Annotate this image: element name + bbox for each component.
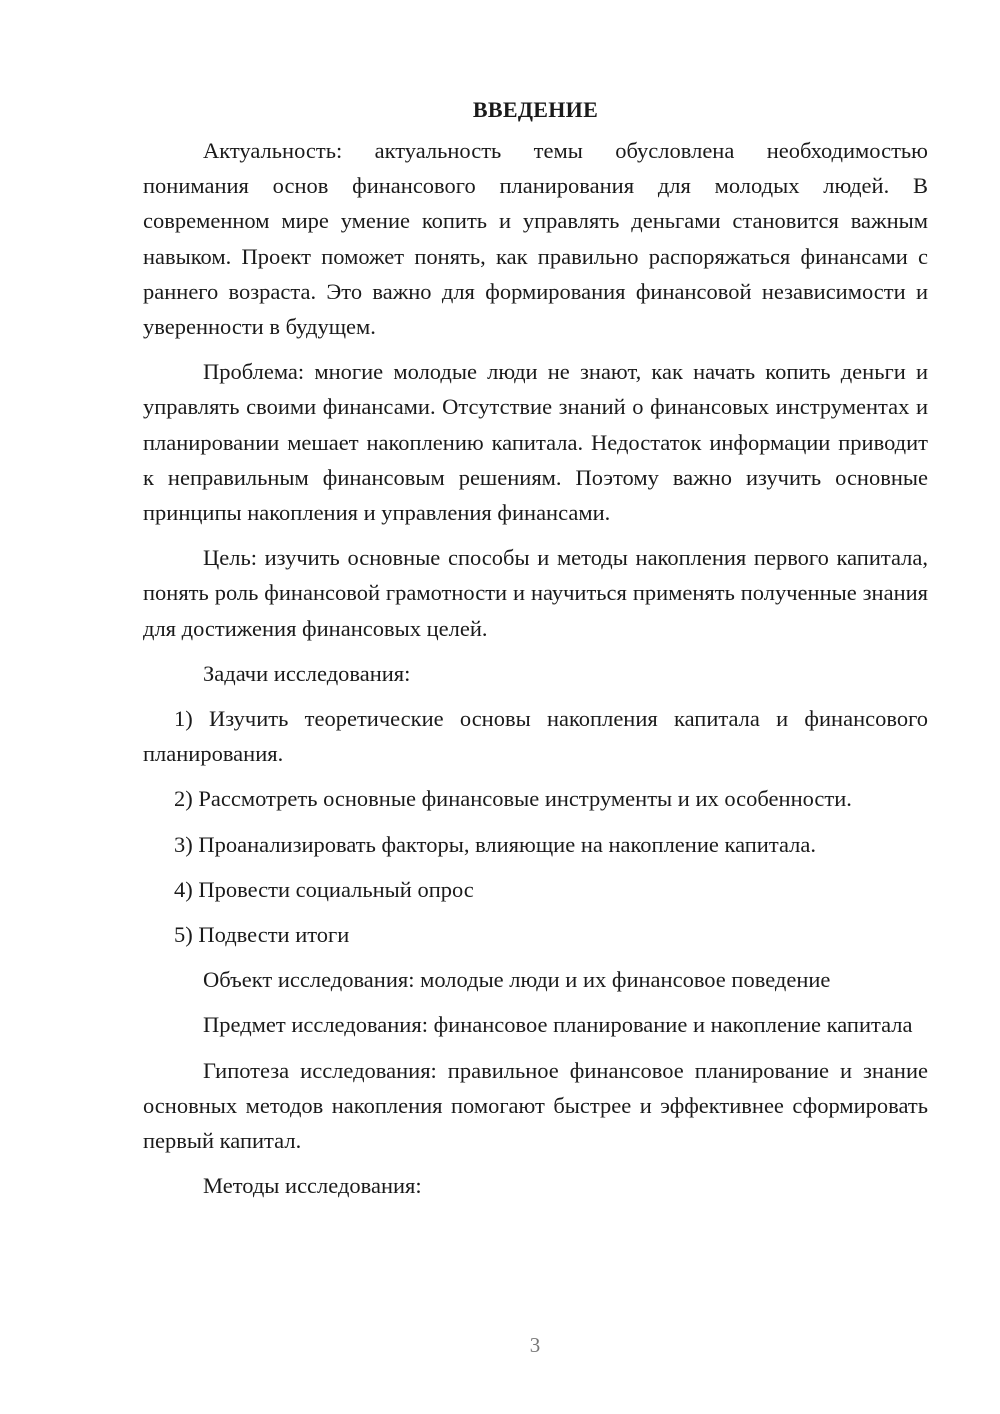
- document-body: [143, 92, 928, 1213]
- task-item-3: 3) Проанализировать факторы, влияющие на накопление капитала.: [174, 831, 816, 857]
- tasks-heading: Задачи исследования:: [203, 660, 411, 686]
- task-item-1: 1) Изучить теоретические основы накопления капитала и финансового планирования.: [143, 706, 928, 767]
- relevance-paragraph: Актуальность: актуальность темы обусловлена необходимостью понимания основ финансового планирования для молодых людей. В современном мире умение копить и управлять деньгами становится важным навыком. Проект поможет понять, как правильно распоряжаться финансами с раннего возраста. Это важно для формирования финансовой независимости и уверенности в будущем.: [143, 138, 928, 340]
- section-title: ВВЕДЕНИЕ: [472, 97, 599, 122]
- research-hypothesis: Гипотеза исследования: правильное финансовое планирование и знание основных методов накопления помогают быстрее и эффективнее сформировать первый капитал.: [143, 1057, 928, 1154]
- research-object: Объект исследования: молодые люди и их финансовое поведение: [203, 967, 831, 993]
- problem-paragraph: Проблема: многие молодые люди не знают, как начать копить деньги и управлять своими финансами. Отсутствие знаний о финансовых инструментах и планировании мешает накоплению капитала. Недостаток информации приводит к неправильным финансовым решениям. Поэтому важно изучить основные принципы накопления и управления финансами.: [143, 359, 928, 526]
- methods-heading: Методы исследования:: [203, 1173, 422, 1199]
- task-item-4: 4) Провести социальный опрос: [174, 876, 474, 902]
- page-number: 3: [529, 1333, 541, 1357]
- research-subject: Предмет исследования: финансовое планирование и накопление капитала: [203, 1012, 913, 1038]
- task-item-5: 5) Подвести итоги: [174, 922, 350, 948]
- task-item-2: 2) Рассмотреть основные финансовые инструменты и их особенности.: [174, 786, 852, 812]
- goal-paragraph: Цель: изучить основные способы и методы накопления первого капитала, понять роль финансовой грамотности и научиться применять полученные знания для достижения финансовых целей.: [143, 545, 928, 641]
